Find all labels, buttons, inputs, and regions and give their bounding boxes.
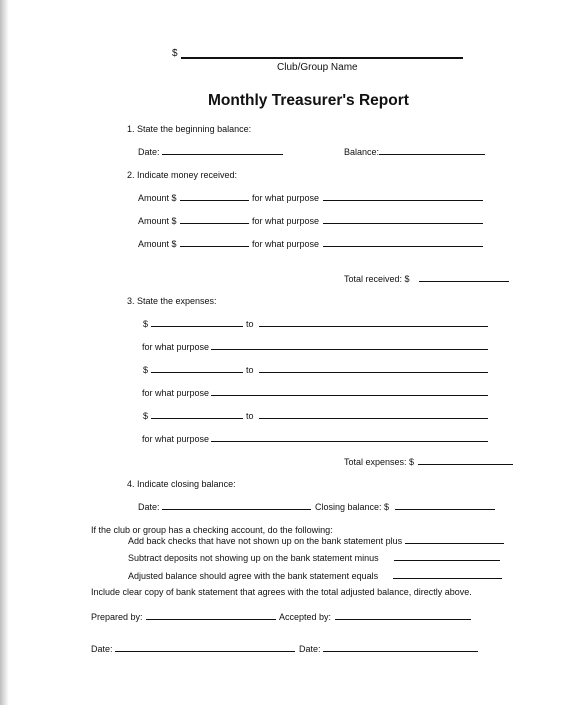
section4-heading: 4. Indicate closing balance: [127, 479, 236, 489]
accepted-date-field[interactable] [323, 651, 478, 652]
checking-add-back-label: Add back checks that have not shown up on the bank statement plus [128, 536, 403, 546]
received-purpose-label: for what purpose [252, 193, 320, 203]
checking-subtract-field[interactable] [394, 560, 500, 561]
expense-purpose-label: for what purpose [142, 342, 210, 352]
section4-date-field[interactable] [162, 509, 311, 510]
section3-heading: 3. State the expenses: [127, 296, 217, 306]
closing-balance-label: Closing balance: $ [315, 502, 390, 512]
received-purpose-field[interactable] [323, 223, 483, 224]
section2-heading: 2. Indicate money received: [127, 170, 238, 180]
prepared-date-label: Date: [91, 644, 113, 654]
prepared-by-label: Prepared by: [91, 612, 143, 622]
section1-balance-label: Balance: [344, 147, 380, 157]
checking-subtract-label: Subtract deposits not showing up on the bank statement minus [128, 553, 379, 563]
expense-purpose-field[interactable] [211, 441, 488, 442]
checking-adjusted-label: Adjusted balance should agree with the bank statement equals [128, 571, 379, 581]
checking-add-back-field[interactable] [405, 543, 504, 544]
prepared-by-field[interactable] [146, 619, 276, 620]
received-purpose-label: for what purpose [252, 239, 320, 249]
closing-balance-field[interactable] [395, 509, 495, 510]
expense-amount-field[interactable] [151, 418, 243, 419]
total-received-label: Total received: $ [344, 274, 410, 284]
expense-dollar-sign: $ [143, 411, 149, 421]
accepted-by-label: Accepted by: [279, 612, 332, 622]
section1-heading: 1. State the beginning balance: [127, 124, 252, 134]
received-amount-field[interactable] [180, 200, 249, 201]
checking-intro: If the club or group has a checking account, do the following: [91, 525, 333, 535]
page-shadow-edge [0, 0, 9, 705]
received-purpose-field[interactable] [323, 200, 483, 201]
expense-to-label: to [246, 411, 254, 421]
section1-date-field[interactable] [162, 154, 283, 155]
report-page [9, 0, 585, 705]
expense-payee-field[interactable] [259, 372, 488, 373]
expense-dollar-sign: $ [143, 319, 149, 329]
club-dollar-sign: $ [172, 48, 178, 59]
received-purpose-field[interactable] [323, 246, 483, 247]
expense-dollar-sign: $ [143, 365, 149, 375]
expense-to-label: to [246, 365, 254, 375]
received-amount-field[interactable] [180, 223, 249, 224]
section1-balance-field[interactable] [379, 154, 485, 155]
expense-purpose-field[interactable] [211, 395, 488, 396]
total-expenses-label: Total expenses: $ [344, 457, 415, 467]
section1-date-label: Date: [138, 147, 160, 157]
accepted-by-field[interactable] [335, 619, 471, 620]
expense-payee-field[interactable] [259, 326, 488, 327]
expense-purpose-label: for what purpose [142, 388, 210, 398]
expense-to-label: to [246, 319, 254, 329]
expense-purpose-field[interactable] [211, 349, 488, 350]
page-title: Monthly Treasurer's Report [208, 92, 409, 109]
received-amount-field[interactable] [180, 246, 249, 247]
total-received-field[interactable] [419, 281, 509, 282]
checking-adjusted-field[interactable] [393, 578, 502, 579]
received-purpose-label: for what purpose [252, 216, 320, 226]
received-amount-label: Amount $ [138, 193, 177, 203]
club-name-field[interactable] [181, 57, 463, 59]
received-amount-label: Amount $ [138, 239, 177, 249]
received-amount-label: Amount $ [138, 216, 177, 226]
expense-amount-field[interactable] [151, 372, 243, 373]
club-name-caption: Club/Group Name [277, 62, 358, 73]
accepted-date-label: Date: [299, 644, 321, 654]
expense-amount-field[interactable] [151, 326, 243, 327]
expense-purpose-label: for what purpose [142, 434, 210, 444]
bank-statement-note: Include clear copy of bank statement that agrees with the total adjusted balance, directly above. [91, 587, 472, 597]
prepared-date-field[interactable] [115, 651, 295, 652]
section4-date-label: Date: [138, 502, 160, 512]
total-expenses-field[interactable] [418, 464, 513, 465]
expense-payee-field[interactable] [259, 418, 488, 419]
